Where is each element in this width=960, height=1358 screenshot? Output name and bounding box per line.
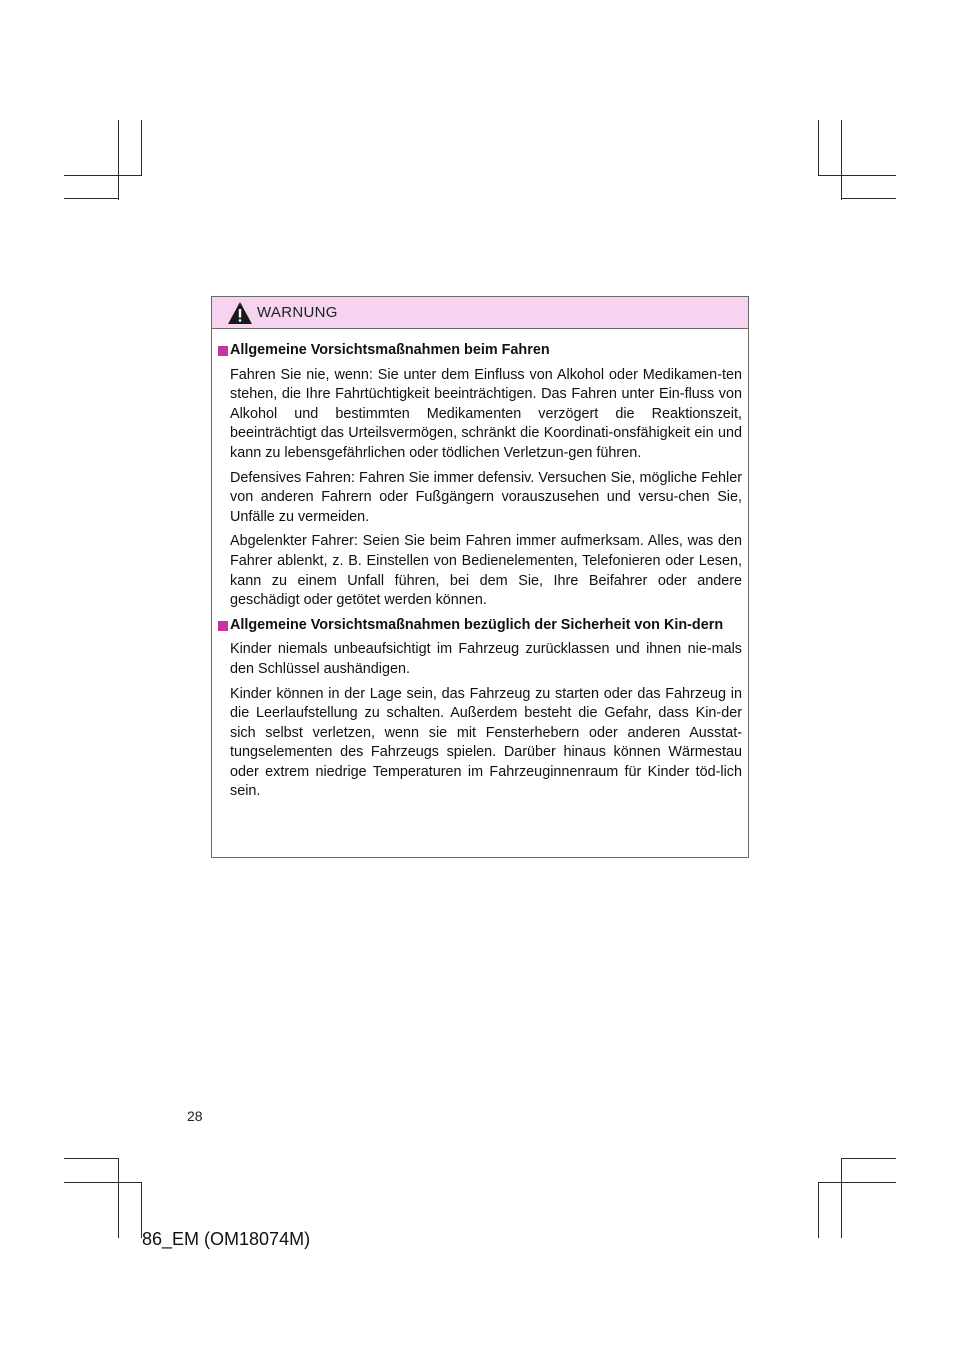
crop-mark [818, 1182, 819, 1238]
crop-mark [841, 120, 842, 200]
crop-mark [141, 120, 142, 175]
square-bullet-icon [218, 346, 228, 356]
document-code: 86_EM (OM18074M) [142, 1229, 311, 1249]
section-heading-text: Allgemeine Vorsichtsmaßnahmen bezüglich der Sicherheit von Kin-dern [230, 616, 724, 633]
warning-triangle-icon [227, 301, 253, 325]
crop-mark [64, 198, 119, 199]
crop-mark [818, 175, 896, 176]
square-bullet-icon [218, 621, 228, 631]
section-heading [218, 616, 742, 636]
crop-mark [841, 1158, 842, 1238]
crop-mark [818, 1182, 896, 1183]
crop-mark [64, 1158, 119, 1159]
crop-mark [818, 120, 819, 175]
paragraph: Abgelenkter Fahrer: Seien Sie beim Fahren immer aufmerksam. Alles, was den Fahrer ablenkt, z. B. Einstellen von Bedienelementen, Telefonieren oder Lesen, kann zu einem Unfall führen, bei dem Sie, Ihre Beifahrer oder andere geschädigt oder getötet werden können. [230, 533, 742, 609]
crop-mark [118, 120, 119, 200]
warning-title: WARNUNG [257, 304, 338, 321]
section-heading-text: Allgemeine Vorsichtsmaßnahmen beim Fahren [230, 342, 550, 358]
paragraph: Kinder niemals unbeaufsichtigt im Fahrzeug zurücklassen und ihnen nie-mals den Schlüssel aushändigen. [230, 641, 742, 677]
crop-mark [118, 1158, 119, 1238]
warning-content [212, 329, 748, 802]
paragraph: Defensives Fahren: Fahren Sie immer defensiv. Versuchen Sie, mögliche Fehler von anderen Fahrern oder Fußgängern vorauszusehen und versu-chen Sie, Unfälle zu vermeiden. [230, 469, 742, 525]
crop-mark [841, 1158, 896, 1159]
warning-box [211, 296, 749, 858]
page-number: 28 [187, 1108, 203, 1124]
section-driving-precautions [218, 341, 742, 611]
paragraph: Kinder können in der Lage sein, das Fahrzeug zu starten oder das Fahrzeug in die Leerlaufstellung zu schalten. Außerdem besteht die Gefahr, dass Kin-der sich selbst verletzen, wenn sie mit Fensterhebern oder anderen Ausstat-tungselementen des Fahrzeugs spielen. Darüber hinaus können Wärmestau oder extrem niedrige Temperaturen im Fahrzeuginnenraum für Kinder töd-lich sein. [230, 685, 742, 800]
section-child-safety [218, 616, 742, 802]
section-heading [218, 341, 742, 361]
paragraph: Fahren Sie nie, wenn: Sie unter dem Einfluss von Alkohol oder Medikamen-ten stehen, die Ihre Fahrtüchtigkeit beeinträchtigen. Das Fahren unter Ein-fluss von Alkohol und bestimmten Medikamenten verzögert die Reaktionszeit, beeinträchtigt das Urteilsvermögen, schränkt die Koordinati-onsfähigkeit ein und kann zu lebensgefährlichen oder tödlichen Verletzun-gen führen. [230, 366, 742, 461]
warning-header [212, 297, 748, 329]
crop-mark [64, 175, 142, 176]
crop-mark [64, 1182, 142, 1183]
crop-mark [841, 198, 896, 199]
